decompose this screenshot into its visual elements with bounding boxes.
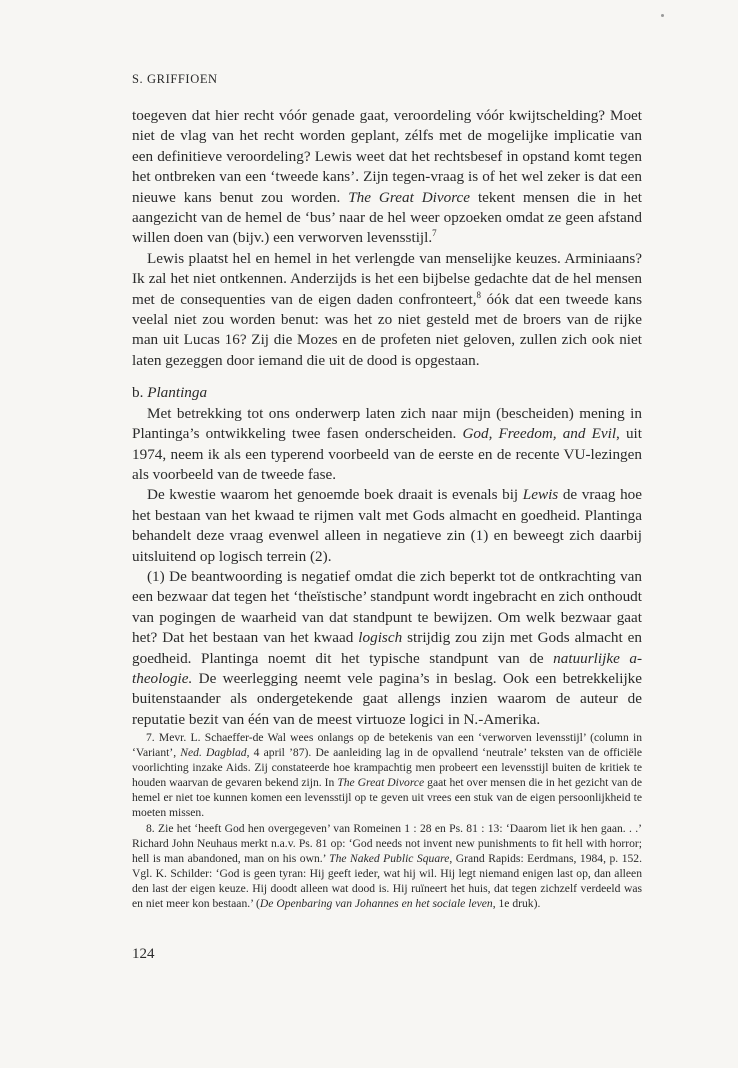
text-run: 8. Zie het ‘heeft God hen overgegeven’ van Romeinen 1 : 28 en Ps. 81 : 13: ‘Daarom liet ik hen gaan. . .’ Richard John Neuhaus merkt n.a.v. Ps. 81 op: ‘God needs not invent new punishments to fit hell with horror; hell is man abandoned, man on his own.’ — [132, 821, 642, 865]
paragraph — [132, 404, 642, 486]
body-text — [132, 106, 642, 730]
section-heading — [132, 383, 642, 403]
text-run: , 1e druk). — [492, 897, 541, 911]
footnote — [132, 821, 642, 912]
text-run: b. — [132, 384, 148, 402]
text-run: toegeven dat hier recht vóór genade gaat, veroordeling vóór kwijtschelding? Moet niet de vlag van het recht worden geplant, zélfs met de mogelijke implicatie van een definitieve veroordeling? Lewis weet dat het rechtsbesef in opstand komt tegen het ontbreken van een ‘tweede kans’. Zijn tegen-vraag is of het wel zeker is dat een nieuwe kans benut zou worden. — [132, 107, 642, 206]
footnote-ref: 8 — [476, 289, 482, 300]
scan-speck — [661, 14, 664, 17]
text-run: Met betrekking tot ons onderwerp laten zich naar mijn (bescheiden) mening in Plantinga’s ontwikkeling twee fasen onderscheiden. — [132, 404, 642, 443]
italic-text: The Great Divorce — [337, 776, 425, 790]
italic-text: De Openbaring van Johannes en het sociale leven — [259, 897, 493, 911]
italic-text: Lewis — [522, 486, 559, 504]
text-run: 7. Mevr. L. Schaeffer-de Wal wees onlangs op de betekenis van een ‘verworven levensstijl’ (column in ‘Variant’, — [132, 731, 642, 760]
paragraph — [132, 106, 642, 249]
text-run: Lewis plaatst hel en hemel in het verlengde van menselijke keuzes. Arminiaans? Ik zal het niet ontkennen. Anderzijds is het een bijbelse gedachte dat de hel mensen met de consequenties van de eigen daden confronteert, — [132, 249, 642, 308]
footnote-ref: 7 — [432, 228, 437, 239]
italic-text: Plantinga — [147, 384, 208, 402]
text-run: de vraag hoe het bestaan van het kwaad te rijmen valt met Gods almacht en goedheid. Plantinga behandelt deze vraag evenwel alleen in negatieve zin (1) en beweegt zich daarbij uitsluitend op logisch terrein (2). — [132, 486, 643, 565]
footnote — [132, 730, 642, 821]
text-run: De weerlegging neemt vele pagina’s in beslag. Ook een betrekkelijke buitenstaander als ondergetekende gaat allengs inzien waarom de auteur de reputatie bezit van één van de meest virtuoze logici in N.-Amerika. — [132, 669, 642, 728]
paragraph — [132, 567, 642, 730]
text-run: , 4 april ’87). De aanleiding lag in de opvallend ‘neutrale’ teksten van de officiële voorlichting inzake Aids. Zij constateerde hoe krampachtig men probeert een levensstijl buiten de kritiek te houden waarvan de gevaren bekend zijn. In — [132, 746, 642, 790]
running-head: S. GRIFFIOEN — [132, 72, 218, 86]
page-number: 124 — [132, 946, 155, 962]
italic-text: The Great Divorce — [348, 188, 471, 206]
italic-text: Ned. Dagblad — [180, 746, 247, 760]
text-run: strijdig zou zijn met Gods almacht en goedheid. Plantinga noemt dit het typische standpunt van de — [132, 629, 642, 667]
text-run: , Grand Rapids: Eerdmans, 1984, p. 152. Vgl. K. Schilder: ‘God is geen tyran: Hij geeft ieder, wat hij wil. Hij legt niemand enigen last op, dan alleen den last der eigen keuze. Hij doodt alleen wat dood is. Hij ruïneert het huis, dat tegen zichzelf verdeeld was en niet meer kon bestaan.’ ( — [132, 851, 642, 911]
paragraph — [132, 249, 642, 371]
text-run: gaat het over mensen die in het gezicht van de hemel er niet toe kunnen komen een levensstijl op te geven uit vrees een stuk van de eigen persoonlijkheid te moeten missen. — [132, 776, 642, 820]
paragraph — [132, 485, 642, 567]
italic-text: The Naked Public Square — [329, 851, 450, 865]
italic-text: God, Freedom, and Evil — [462, 425, 617, 443]
italic-text: natuurlijke a-theologie. — [132, 649, 643, 687]
text-run: , uit 1974, neem ik als een typerend voorbeeld van de eerste en de recente VU-lezingen als voorbeeld van de tweede fase. — [132, 425, 642, 483]
text-run: tekent mensen die in het aangezicht van de hemel de ‘bus’ naar de hel weer opzoeken omdat ze geen afstand willen doen van (bijv.) een verworven levensstijl. — [132, 188, 642, 247]
text-run: óók dat een tweede kans veelal niet zou worden benut: was het zo niet gesteld met de broers van de rijke man uit Lucas 16? Zij die Mozes en de profeten niet geloven, zullen zich ook niet laten gezeggen door iemand die uit de dood is opgestaan. — [132, 290, 642, 369]
text-run: De kwestie waarom het genoemde boek draait is evenals bij — [147, 486, 523, 504]
text-run: (1) De beantwoording is negatief omdat die zich beperkt tot de ontkrachting van een bezwaar dat tegen het ‘theïstische’ standpunt wordt ingebracht en zich onthoudt van pogingen de waarheid van dat standpunt te bewijzen. Om welk bezwaar gaat het? Dat het bestaan van het kwaad — [132, 567, 642, 647]
italic-text: logisch — [358, 629, 403, 647]
footnotes — [132, 730, 642, 911]
